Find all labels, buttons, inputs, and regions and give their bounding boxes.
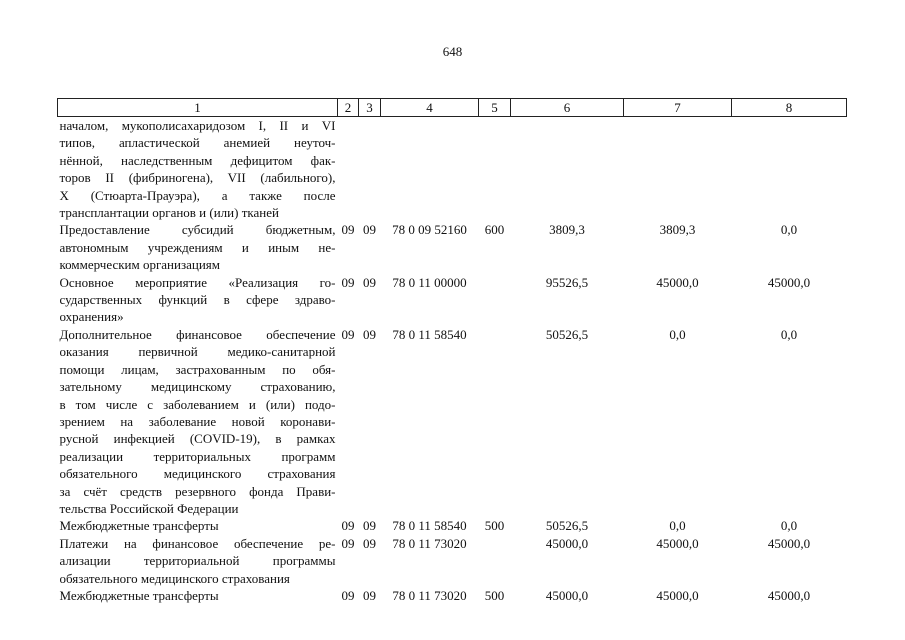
sum-2021-cell	[511, 117, 624, 222]
csr-cell	[381, 117, 479, 222]
header-col-7: 7	[624, 99, 732, 117]
csr-cell: 78 0 11 58540	[392, 326, 467, 342]
rz-cell: 09	[341, 326, 355, 342]
table-row	[58, 587, 847, 604]
row-name-line: X (Стюарта-Прауэра), а также после	[59, 187, 336, 203]
sum-2021-cell: 50526,5	[545, 326, 589, 342]
vr-cell	[479, 274, 511, 326]
row-name-line: типов, апластической анемией неуточ-	[59, 135, 336, 151]
row-name-cell	[58, 535, 338, 587]
sum-2021-cell: 3809,3	[549, 222, 585, 238]
sum-2022-cell: 45000,0	[656, 535, 699, 551]
sum-2022-cell: 0,0	[669, 326, 686, 342]
csr-cell: 78 0 11 73020	[392, 535, 467, 551]
row-name-line: в том числе с заболеванием и (или) подо-	[59, 396, 336, 412]
vr-cell	[479, 326, 511, 517]
table-row	[58, 517, 847, 534]
row-name-cell	[58, 326, 338, 517]
row-name-line: торов II (фибриногена), VII (лабильного),	[59, 170, 336, 186]
vr-cell	[479, 535, 511, 587]
table-body	[58, 117, 847, 605]
pr-cell	[359, 117, 381, 222]
sum-2021-cell: 45000,0	[545, 535, 589, 551]
vr-cell: 500	[484, 587, 505, 603]
sum-2021-cell: 95526,5	[545, 274, 589, 290]
sum-2022-cell	[624, 117, 732, 222]
table-row	[58, 221, 847, 273]
header-col-5: 5	[479, 99, 511, 117]
csr-cell: 78 0 11 58540	[392, 518, 467, 534]
row-name-line: коммерческим организациям	[59, 257, 221, 273]
sum-2023-cell: 45000,0	[767, 587, 811, 603]
header-col-4: 4	[381, 99, 479, 117]
table-header	[58, 99, 847, 117]
header-col-3: 3	[359, 99, 381, 117]
table-row	[58, 274, 847, 326]
row-name-line: сударственных функций в сфере здраво-	[59, 292, 336, 308]
row-name-cell	[58, 117, 338, 222]
row-name-line: зрением на заболевание новой коронави-	[59, 413, 336, 429]
csr-cell: 78 0 11 73020	[392, 587, 467, 603]
sum-2023-cell	[732, 117, 847, 222]
table-row	[58, 117, 847, 222]
row-name-line: ализации территориальной программы	[59, 553, 336, 569]
csr-cell: 78 0 09 52160	[392, 222, 467, 238]
row-name-line: нённой, наследственным дефицитом фак-	[59, 152, 336, 168]
sum-2023-cell: 45000,0	[767, 274, 811, 290]
rz-cell	[338, 117, 359, 222]
rz-cell: 09	[341, 587, 355, 603]
row-name-line: Межбюджетные трансферты	[59, 587, 219, 603]
sum-2023-cell: 0,0	[780, 326, 798, 342]
row-name-cell	[58, 221, 338, 273]
vr-cell: 600	[484, 222, 505, 238]
header-col-6: 6	[511, 99, 624, 117]
vr-cell: 500	[484, 518, 505, 534]
row-name-line: обязательного медицинского страхования	[59, 570, 290, 586]
pr-cell: 09	[363, 326, 376, 342]
pr-cell: 09	[363, 274, 376, 290]
sum-2023-cell: 0,0	[780, 518, 798, 534]
row-name-line: помощи лицам, застрахованным по обя-	[59, 361, 336, 377]
row-name-line: обязательного медицинского страхования	[59, 466, 336, 482]
row-name-cell	[58, 274, 338, 326]
row-name-line: реализации территориальных программ	[59, 448, 336, 464]
sum-2023-cell: 0,0	[780, 222, 798, 238]
rz-cell: 09	[341, 274, 355, 290]
vr-cell	[479, 117, 511, 222]
header-col-8: 8	[732, 99, 847, 117]
sum-2022-cell: 45000,0	[656, 274, 699, 290]
row-name-line: русной инфекцией (COVID-19), в рамках	[59, 431, 336, 447]
row-name-line: Платежи на финансовое обеспечение ре-	[59, 535, 336, 551]
sum-2021-cell: 45000,0	[545, 587, 589, 603]
csr-cell: 78 0 11 00000	[392, 274, 467, 290]
header-row	[58, 99, 847, 117]
row-name-line: оказания первичной медико-санитарной	[59, 344, 336, 360]
row-name-line: Основное мероприятие «Реализация го-	[59, 274, 336, 290]
table-row	[58, 535, 847, 587]
row-name-line: за счёт средств резервного фонда Прави-	[59, 483, 336, 499]
row-name-line: автономным учреждениям и иным не-	[59, 239, 336, 255]
sum-2021-cell: 50526,5	[545, 518, 589, 534]
budget-table	[57, 98, 847, 604]
table-row	[58, 326, 847, 517]
sum-2023-cell: 45000,0	[767, 535, 811, 551]
pr-cell: 09	[363, 518, 376, 534]
row-name-cell	[58, 587, 338, 604]
rz-cell: 09	[341, 222, 355, 238]
row-name-line: Предоставление субсидий бюджетным,	[59, 222, 336, 238]
row-name-line: тельства Российской Федерации	[59, 500, 239, 516]
row-name-line: Межбюджетные трансферты	[59, 518, 219, 534]
row-name-line: охранения»	[59, 309, 124, 325]
rz-cell: 09	[341, 518, 355, 534]
row-name-line: зательному медицинскому страхованию,	[59, 379, 336, 395]
header-col-1: 1	[58, 99, 338, 117]
pr-cell: 09	[363, 222, 376, 238]
rz-cell: 09	[341, 535, 355, 551]
sum-2022-cell: 3809,3	[659, 222, 696, 238]
row-name-line: Дополнительное финансовое обеспечение	[59, 326, 336, 342]
row-name-line: началом, мукополисахаридозом I, II и VI	[59, 118, 336, 133]
row-name-line: трансплантации органов и (или) тканей	[59, 205, 279, 221]
sum-2022-cell: 45000,0	[656, 587, 699, 603]
pr-cell: 09	[363, 587, 376, 603]
sum-2022-cell: 0,0	[669, 518, 686, 534]
page-number: 648	[442, 44, 463, 59]
header-col-2: 2	[338, 99, 359, 117]
row-name-cell	[58, 517, 338, 534]
pr-cell: 09	[363, 535, 376, 551]
